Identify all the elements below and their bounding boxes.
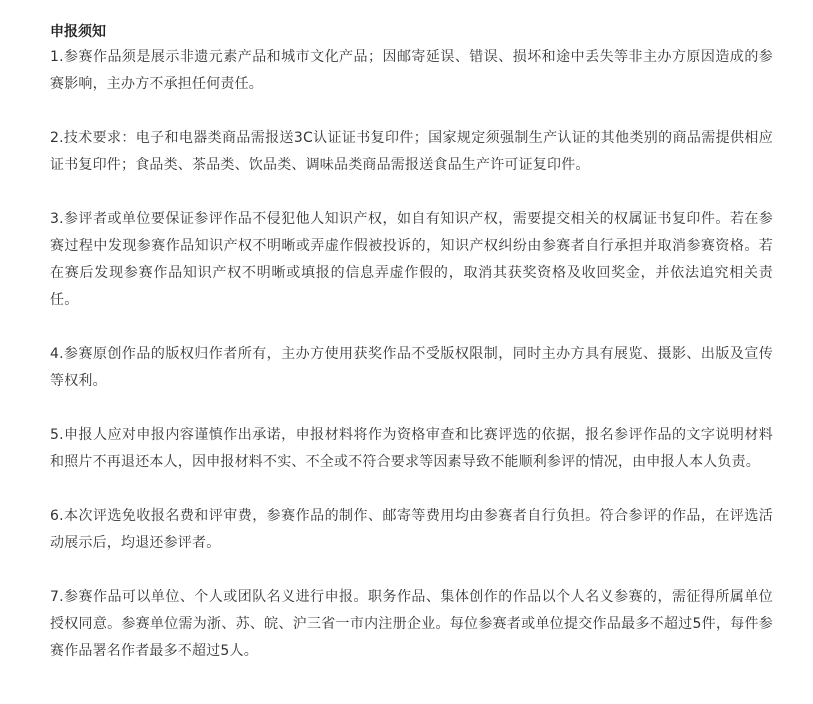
clause-6: 6.本次评选免收报名费和评审费，参赛作品的制作、邮寄等费用均由参赛者自行负担。符合参评的作品，在评选活动展示后，均退还参评者。: [50, 508, 773, 551]
clause-3: 3.参评者或单位要保证参评作品不侵犯他人知识产权，如自有知识产权，需要提交相关的权属证书复印件。若在参赛过程中发现参赛作品知识产权不明晰或弄虚作假被投诉的，知识产权纠纷由参赛者自行承担并取消参赛资格。若在赛后发现参赛作品知识产权不明晰或填报的信息弄虚作假的，取消其获奖资格及收回奖金，并依法追究相关责任。: [50, 211, 773, 308]
clause-2: 2.技术要求：电子和电器类商品需报送3C认证证书复印件；国家规定须强制生产认证的其他类别的商品需提供相应证书复印件；食品类、茶品类、饮品类、调味品类商品需报送食品生产许可证复印件。: [50, 130, 773, 173]
clause-5: 5.申报人应对申报内容谨慎作出承诺，申报材料将作为资格审查和比赛评选的依据，报名参评作品的文字说明材料和照片不再退还本人，因申报材料不实、不全或不符合要求等因素导致不能顺利参评的情况，由申报人本人负责。: [50, 427, 773, 470]
notice-title: 申报须知: [50, 24, 106, 40]
clause-7: 7.参赛作品可以单位、个人或团队名义进行申报。职务作品、集体创作的作品以个人名义参赛的，需征得所属单位授权同意。参赛单位需为浙、苏、皖、沪三省一市内注册企业。每位参赛者或单位提交作品最多不超过5件，每件参赛作品署名作者最多不超过5人。: [50, 589, 773, 659]
clause-4: 4.参赛原创作品的版权归作者所有，主办方使用获奖作品不受版权限制，同时主办方具有展览、摄影、出版及宣传等权利。: [50, 346, 773, 389]
clause-1: 1.参赛作品须是展示非遗元素产品和城市文化产品；因邮寄延误、错误、损坏和途中丢失等非主办方原因造成的参赛影响，主办方不承担任何责任。: [50, 49, 773, 92]
